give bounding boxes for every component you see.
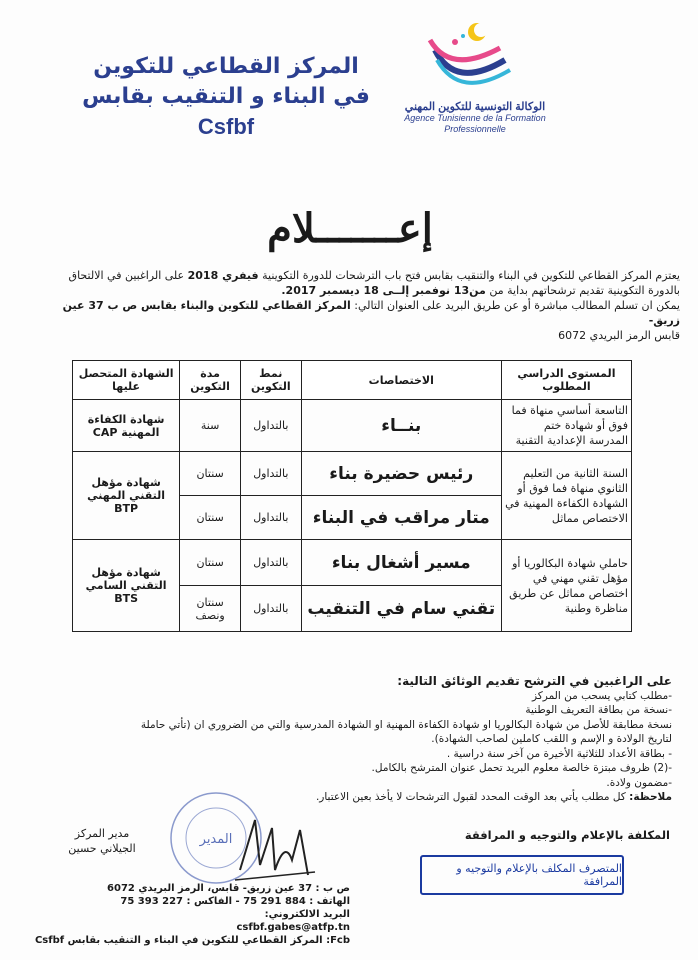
cell-level: التاسعة أساسي منهاة فما فوق أو شهادة ختم المدرسة الإعدادية التقنية [501,400,631,452]
document-item: -مضمون ولادة. [606,776,672,789]
programs-table [72,360,632,632]
document-item: -نسخة من بطاقة التعريف الوطنية [525,704,672,716]
cell-specialty: مسير أشغال بناء [301,540,501,586]
cell-duration: سنتان [180,540,241,586]
cell-duration: سنة [180,400,241,452]
footer-address: ص ب : 37 عين زريق- قابس، الرمز البريدي 6072 [107,883,350,894]
cell-level: السنة الثانية من التعليم الثانوي منهاة فما فوق أو الشهادة الكفاءة المهنية في الاختصاص مماثل [501,452,631,540]
responsible-title: المكلفة بالإعلام والتوجيه و المرافقة [464,828,670,842]
col-level: المستوى الدراسي المطلوب [501,361,631,400]
document-item: لتاريخ الولادة و الإسم و اللقب كاملين لصاحب الشهادة). [431,733,672,745]
agency-name-fr-1: Agence Tunisienne de la Formation [404,113,546,123]
center-title-line3: Csfbf [197,114,255,139]
document-item: -(2) ظروف مبتزة خالصة معلوم البريد تحمل عنوان المترشح بالكامل. [371,762,672,774]
document-item: -مطلب كتابي يسحب من المركز [532,689,672,702]
agency-name-fr-2: Professionnelle [444,124,506,134]
footer-facebook: Fcb: المركز القطاعي للتكوين في البناء و التنقيب بقابس Csfbf [34,935,350,946]
director-title: مدير المركز [74,827,130,840]
atfp-logo-icon [415,20,525,100]
cell-certificate: شهادة مؤهل التقني المهني BTP [73,452,180,540]
note-text: كل مطلب يأتي بعد الوقت المحدد لقبول الترشحات لا يأخذ بعين الاعتبار. [315,791,626,803]
footer-phone: الهاتف : 884 291 75 - الفاكس : 227 393 75 [120,896,350,907]
intro-p2-b: المركز القطاعي للتكوين والبناء بقابس ص ب 37 عين زريق- [62,299,680,327]
intro-p1-b: فيفري 2018 [187,269,259,282]
intro-p2-c: قابس الرمز البريدي 6072 [558,329,680,342]
center-title [76,52,376,142]
table-row [73,400,632,452]
footer-email: csfbf.gabes@atfp.tn [236,922,350,933]
director-block [52,826,152,856]
cell-mode: بالتداول [240,586,301,632]
required-documents [40,674,672,805]
agency-name-ar: الوكالة التونسية للتكوين المهني [404,101,546,113]
stamp-officer [420,855,624,895]
col-mode: نمط التكوين [240,361,301,400]
cell-mode: بالتداول [240,452,301,496]
cell-mode: بالتداول [240,496,301,540]
cell-mode: بالتداول [240,400,301,452]
intro-p2-a: يمكن ان تسلم المطالب مباشرة أو عن طريق البريد على العنوان التالي: [354,299,680,312]
intro-p1-a: يعتزم المركز القطاعي للتكوين في البناء والتنقيب بقابس فتح باب الترشحات للدورة التكوينية [262,269,680,282]
note-label: ملاحظة: [629,791,672,803]
center-title-line1: المركز القطاعي للتكوين [93,54,359,79]
note [40,790,672,805]
director-name: الجيلاني حسين [68,842,136,855]
cell-duration: سنتان [180,452,241,496]
cell-specialty: متار مراقب في البناء [301,496,501,540]
cell-level: حاملي شهادة البكالوريا أو مؤهل تقني مهني في اختصاص مماثل عن طريق مناظرة وطنية [501,540,631,632]
cell-duration: سنتان [180,496,241,540]
cell-specialty: تقني سام في التنقيب [301,586,501,632]
document-item: - بطاقة الأعداد للثلاثية الأخيرة من آخر سنة دراسية . [446,747,672,760]
stamp-center-text: المدير [199,832,233,847]
col-duration: مدة التكوين [180,361,241,400]
col-specialty: الاختصاصات [301,361,501,400]
document-item: نسخة مطابقة للأصل من شهادة البكالوريا او شهادة الكفاءة المهنية او الشهادة المدرسية والتي من الضروري ان (تأتي حاملة [140,718,672,731]
cell-certificate: شهادة الكفاءة المهنية CAP [73,400,180,452]
cell-specialty: بنــاء [301,400,501,452]
contact-footer [30,882,350,947]
agency-name [395,100,555,135]
stamp-officer-text: المتصرف المكلف بالإعلام والتوجيه و المرافقة [456,862,622,888]
intro-text [48,268,680,343]
cell-duration: سنتان ونصف [180,586,241,632]
cell-mode: بالتداول [240,540,301,586]
col-certificate: الشهادة المتحصل عليها [73,361,180,400]
footer-email-label: البريد الالكتروني: [264,909,350,920]
cell-certificate: شهادة مؤهل التقني السامي BTS [73,540,180,632]
table-header-row [73,361,632,400]
signature-icon [230,810,320,890]
intro-p1-d: من13 نوفمبر إلــى 18 ديسمبر 2017. [281,284,486,297]
announcement-heading: إعـــــــلام [267,205,433,252]
intro-p1-c: على الراغبين في الالتحاق بالدورة التكوينية تقديم ترشحاتهم بداية من [68,269,680,297]
table-row [73,452,632,496]
cell-specialty: رئيس حضيرة بناء [301,452,501,496]
documents-heading: على الراغبين في الترشح تقديم الوثائق التالية: [397,674,672,688]
center-title-line2: في البناء و التنقيب بقابس [82,84,370,109]
table-row [73,540,632,586]
